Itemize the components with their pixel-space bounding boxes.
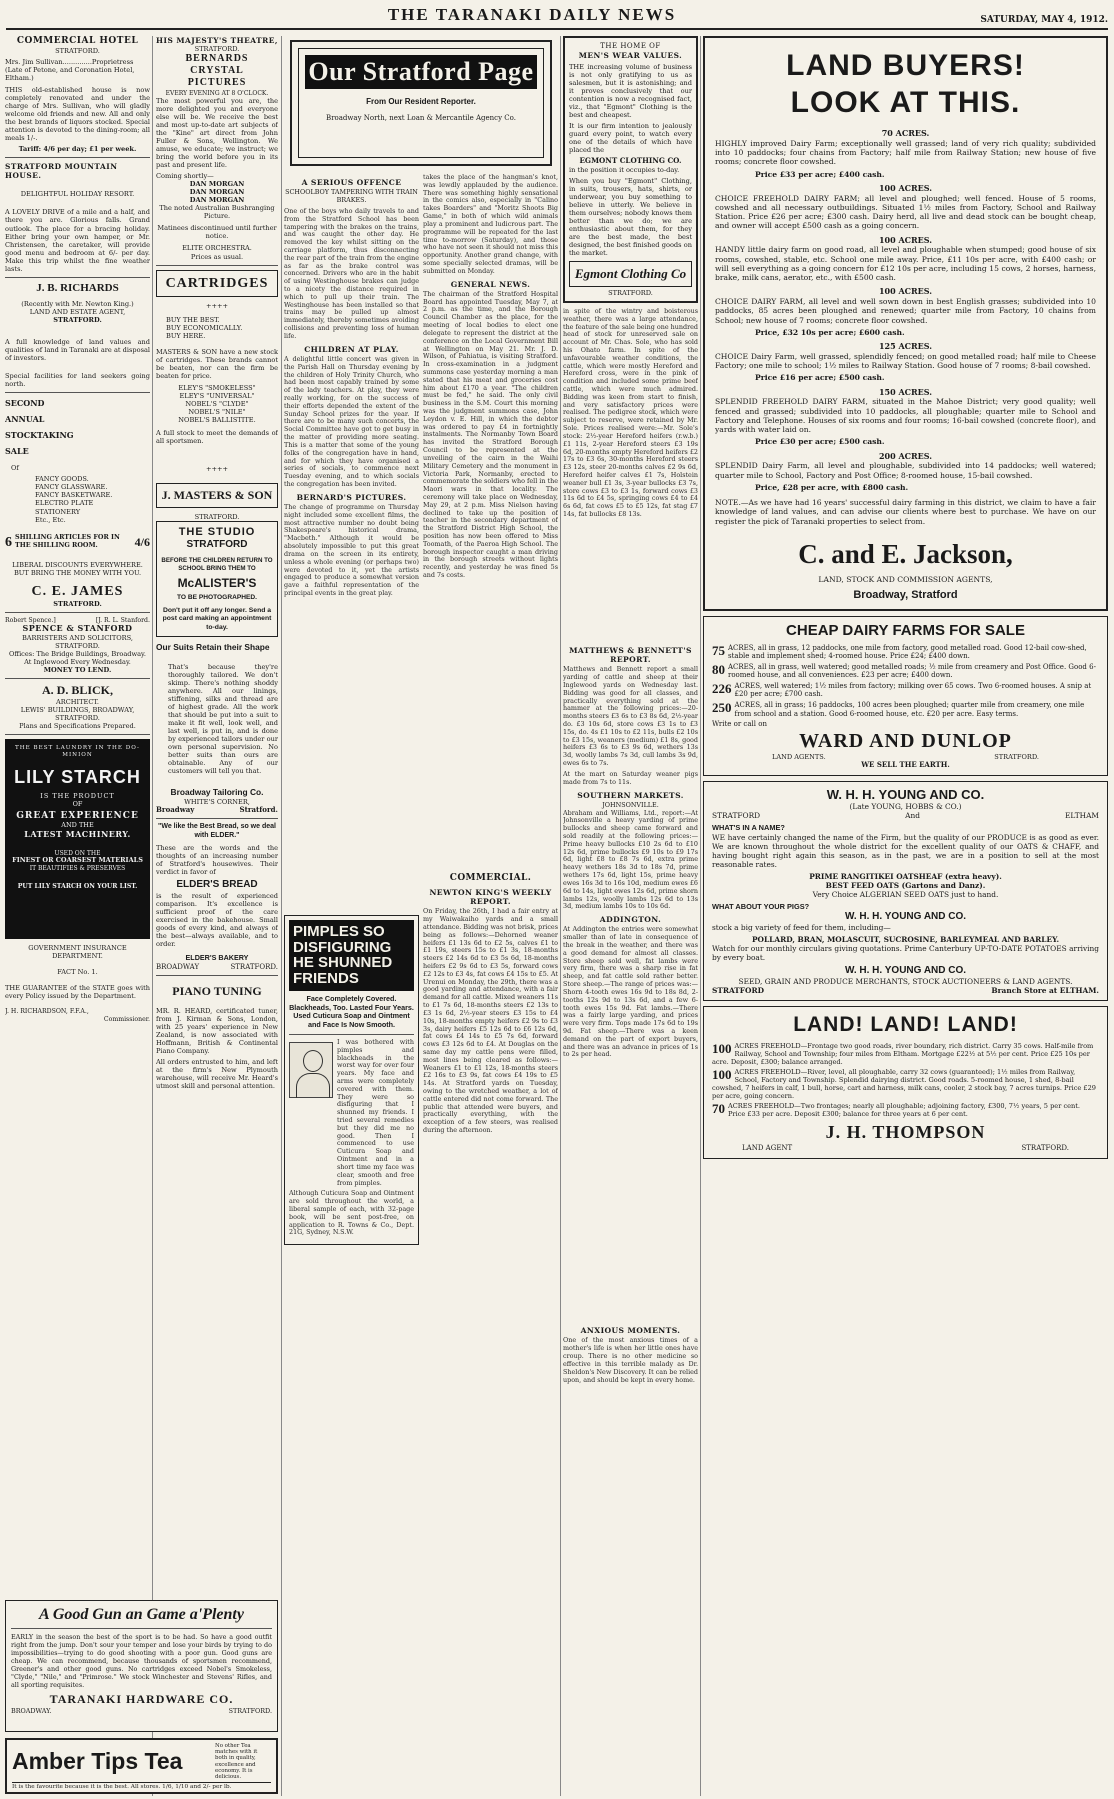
cheap-farm-item	[712, 663, 1099, 680]
lily-line: LATEST MACHINERY.	[24, 829, 131, 840]
bread-quote: "We like the Best Bread, so we deal with ELDER."	[158, 823, 276, 839]
farm-price: Price £30 per acre; £500 cash.	[755, 437, 885, 447]
shilling-number: 6	[5, 534, 12, 550]
land-text: ACRES FREEHOLD—River, level, all ploughable, carry 32 cows (guaranteed); 1½ miles from Railway, School, Factory and Township. Splendid dairying district. Good roads. 5-roomed house, 1 shed, 8-bail cowshed, 7 heifers in calf, 1 bull, horse, cart and harness, milk cans, cooler, 2 stock bay, 7 acres turnips. Price £29 per acre, going concern.	[712, 1068, 1096, 1101]
spence-money: MONEY TO LEND.	[43, 666, 112, 675]
article-body: One of the most anxious times of a mother's life is when her little ones have croup. There is no other medicine so effective in this terrible malady as Dr. Sheldon's New Discovery. It can be relied upon, and should be kept in every home.	[563, 1336, 698, 1384]
spence-place: STRATFORD.	[55, 642, 100, 651]
insurance-fact: FACT No. 1.	[57, 968, 98, 977]
lily-top: THE BEST LAUNDRY IN THE DO-MINION	[15, 745, 140, 758]
farm-listings	[715, 129, 1096, 492]
mountain-house-sub: DELIGHTFUL HOLIDAY RESORT.	[20, 190, 135, 199]
lily-line: FINEST OR COARSEST MATERIALS	[12, 856, 143, 865]
mountain-house-body: A LOVELY DRIVE of a mile and a half, and there you are. Glorious falls. Grand outlook. The place for a bracing holiday. Either bring your own hamper, or Mr. Christensen, the caretaker, will provide good menu and bedroom at 6/- per day. Make this trip whilst the fine weather lasts.	[5, 208, 150, 273]
richards-sub: (Recently with Mr. Newton King.)	[21, 300, 134, 309]
richards-role: LAND AND ESTATE AGENT,	[29, 308, 126, 317]
blick-plans: Plans and Specifications Prepared.	[19, 722, 136, 730]
mens-wear-ad	[563, 36, 698, 303]
sale-of: Of	[11, 464, 19, 473]
his-majestys-theatre-ad	[156, 36, 278, 261]
land-land-title: LAND! LAND! LAND!	[793, 1013, 1018, 1037]
richards-place: STRATFORD.	[53, 316, 102, 325]
article-subheading: JOHNSONVILLE.	[602, 800, 659, 809]
blick-address: LEWIS' BUILDINGS, BROADWAY, STRATFORD.	[20, 705, 135, 722]
tea-footer: It is the favourite because it is the best. All stores. 1/6, 1/10 and 2/- per lb.	[12, 1782, 271, 1790]
young-product: PRIME RANGITIKEI OATSHEAF (extra heavy).	[809, 871, 1002, 881]
piano-body: MR. R. HEARD, certificated tuner, from J. Kirman & Sons, London, with 25 years' experience in New Zealand, is now associated with Hoffmann, British & Continental Piano Company.	[156, 1006, 278, 1055]
farm-description: SPLENDID Dairy Farm, all level and ploughable, subdivided into 14 paddocks; well watered; quarter mile to School, Factory and Post Office; 8-roomed house, 15-bail cowshed.	[715, 461, 1096, 480]
studio-line-3: Don't put it off any longer. Send a post card making an appointment to-day.	[162, 607, 272, 631]
cheap-farm-text: ACRES, all in grass, well watered; good metalled roads; ½ mile from creamery and Post Office. Good 6-roomed house, and all conveniences. £23 per acre; £400 down.	[728, 662, 1096, 680]
article-body: in spite of the wintry and boisterous weather, there was a large attendance, the feature of the sale being one hundred head of stock for unreserved sale on account of Mr. Chas. Sole, who has sold his Ohato farm. In spite of the unfavourable weather conditions, the cattle, which were mostly Hereford and Hereford cross, were in the pink of condition and included some prime beef cattle, which were much admired. Bidding was keen from start to finish, and very satisfactory prices were realised. The pedigree stock, which were subject to reserve, were retained by Mr. Sole. Prices realised were:—Mr. Sole's stock: 2½-year Hereford heifers (r.w.b.) £1 11s, 2-year Hereford steers £3 19s 6d, 20-months empty Hereford heifers £2 17s to £3 6s, 30-months Hereford steers £3 12s, steer 20-months calves £2 9s 6d, Hereford heifer calves £1 7s, Holstein weaner bull £1 3s, 3-year bullocks £3 7s, store cows £3 to £3 1s, forward cows £3 11s 6d to £4 5s, springing cows £4 to £4 6s 6d, fat cows £5 to £5 12s, fat stag £7 14s, fat bullocks £8 13s.	[563, 306, 698, 519]
egmont-logo: Egmont Clothing Co	[569, 261, 692, 287]
theatre-body: The most powerful you are, the more delighted you and everyone else will be. We receive the best and most up-to-date art subjects of the "Kine" art direct from John Fuller & Sons, Wellington. We amuse, we educate; we instruct; we bring the world before you in its past and present life.	[156, 96, 278, 170]
jackson-role: LAND, STOCK AND COMMISSION AGENTS,	[818, 574, 993, 584]
young-left: STRATFORD	[712, 811, 761, 821]
article-body: Abraham and Williams, Ltd., report:—At Johnsonville a heavy yarding of prime bullocks and sheep came forward and sold readily at the following prices:—Prime heavy bullocks £10 2s 6d to £10 12s 6d, prime bullocks £9 10s to £9 17s 6d, light £8 to £8 7s 6d, extra prime heavy wethers 18s 3d to 18s 7d, prime wethers 17s 6d, light 15s, prime heavy ewes 16s 3d to 16s 10d, medium ewes £6 6d to 14s, light ewes 12s 6d, prime shorn lambs 12s, woolly lambs 12s 6d to 13s 3d, medium lambs 10s to 10s 6d.	[563, 808, 698, 911]
article-heading: NEWTON KING'S WEEKLY REPORT.	[429, 887, 552, 907]
bakery-right: STRATFORD.	[230, 962, 278, 971]
column-rule	[560, 36, 561, 1796]
cartridge-brand: NOBEL'S BALLISTITE.	[178, 415, 256, 424]
tailoring-right: Stratford.	[239, 804, 278, 814]
land-text: ACRES FREEHOLD—Two frontages; nearly all ploughable; adjoining factory, £300, 7½ years, 5 per cent. Price £33 per acre. Deposit £300; balance for three years at 6 per cent.	[728, 1102, 1081, 1119]
tea-title: Amber Tips Tea	[12, 1748, 183, 1775]
farm-acres: 100 ACRES.	[878, 286, 933, 297]
cartridges-brands	[156, 384, 278, 424]
insurance-body: THE GUARANTEE of the STATE goes with every Policy issued by the Department.	[5, 984, 150, 1001]
theatre-film-title: DAN MORGAN	[189, 180, 245, 189]
ward-write: Write or call on	[712, 720, 767, 729]
stratford-page-header	[290, 40, 552, 166]
farm-description: CHOICE FREEHOLD DAIRY FARM; all level and ploughed; well fenced. House of 5 rooms, cowshed and all necessary outbuildings. Situated 1½ miles from Factory, School and Railway Station. Price £26 per acre; £300 cash. Dairy herd, all live and dead stock can be bought cheap, and owner will accept £500 cash as a going concern.	[715, 193, 1096, 231]
farm-listing	[715, 236, 1096, 283]
young-name: W. H. H. YOUNG AND CO.	[826, 786, 985, 802]
cartridge-brand: NOBEL'S "NILE"	[188, 407, 246, 416]
hardware-left: BROADWAY.	[11, 1707, 52, 1715]
cartridge-brand: NOBEL'S "CLYDE"	[185, 399, 249, 408]
studio-place: STRATFORD	[186, 539, 248, 551]
gun-ad-body: EARLY in the season the best of the sport is to be had. So have a good outfit right from the jump. Don't sour your temper and lose your birds by trying to do impossibilities—trying to do good shooting with a poor gun. Good guns are cheap. We can recommend, because thousands of sportsmen recommend, Greener's and other good guns. No cartridges exceed Nobel's Smokeless, "Clyde," "Nile," and "Primrose." We stock Winchester and Stevens' Rifles, and all sporting requisites.	[11, 1633, 272, 1689]
cartridges-body: MASTERS & SON have a new stock of cartridges. These brands cannot be beaten, nor can the firm be beaten for price.	[156, 347, 278, 380]
cheap-farm-text: ACRES, all in grass; 16 paddocks, 100 acres been ploughed; quarter mile from creamery, one mile from school and a station. Good 6-roomed house, etc. £20 per acre. Easy terms.	[734, 701, 1085, 718]
commercial-hotel-ad	[5, 36, 150, 153]
gun-ad-title: A Good Gun an Game a'Plenty	[39, 1606, 244, 1623]
suits-ad	[156, 642, 278, 814]
article-body: A delightful little concert was given in the Parish Hall on Thursday evening by the children of Holy Trinity Church, who had been most capably trained by some of the lady teachers. At play, they were really working, for on the success of their efforts depended the extent of the Sunday School prizes for the year. If there are to be many such concerts, the Social Committee have got to get busy in the matter of providing more seating. This is a matter that some of the young folks of the congregation have in hand, and for which they have organised a series of socials, to commence next Tuesday evening, and to which socials the congregation has been invited.	[284, 354, 419, 488]
cartridge-brand: ELEY'S "SMOKELESS"	[178, 383, 256, 392]
theatre-orchestra: ELITE ORCHESTRA.	[182, 244, 252, 253]
shilling-price: 4/6	[134, 534, 150, 549]
farm-listing	[715, 388, 1096, 447]
lily-name: LILY STARCH	[14, 766, 141, 787]
cuticura-sub: Face Completely Covered. Blackheads, Too. Lasted Four Years. Used Cuticura Soap and Ointment and Face Is Now Smooth.	[289, 993, 414, 1030]
cheap-farm-acres-number: 80	[712, 661, 725, 677]
richards-body: A full knowledge of land values and qualities of land in Taranaki are at disposal of investors.	[5, 338, 150, 363]
young-late: (Late YOUNG, HOBBS & CO.)	[849, 802, 962, 812]
spence-partner-left: Robert Spence.]	[5, 616, 56, 624]
farm-price: Price £16 per acre; £500 cash.	[755, 373, 885, 383]
cheap-farm-text: ACRES, well watered; 1½ miles from factory; milking over 65 cows. Two 6-roomed houses. A snip at £20 per acre; £700 cash.	[734, 681, 1092, 699]
insurance-title: GOVERNMENT INSURANCE DEPARTMENT.	[28, 944, 127, 961]
cheap-farm-acres-number: 75	[712, 642, 725, 658]
mens-wear-body: THE increasing volume of business is not only gratifying to us as salesmen, but it is astonishing; and it proves conclusively that our contention is now a recognised fact, viz., that "Egmont" Clothing is the best and cheapest.	[569, 62, 692, 119]
land-buyers-heading: LAND BUYERS!	[786, 49, 1025, 82]
column-4	[563, 36, 698, 1796]
young-name-2: W. H. H. YOUNG AND CO.	[844, 910, 967, 922]
jackson-name: C. and E. Jackson,	[798, 538, 1013, 569]
sale-item: FANCY BASKETWARE.	[35, 491, 113, 500]
studio-line-1: BEFORE THE CHILDREN RETURN TO SCHOOL BRING THEM TO	[161, 557, 273, 572]
mens-wear-body: When you buy "Egmont" Clothing, in suits, trousers, hats, shirts, or underwear, you buy something to believe in utterly. We believe in them ourselves; nobody knows them better than we do; we are enthusiastic about them, for they are the best made, the best designed, the best finished goods on the market.	[569, 176, 692, 257]
shilling-articles	[5, 534, 150, 551]
elders-bread-ad	[156, 823, 278, 971]
farm-price: Price, £32 10s per acre; £600 cash.	[755, 327, 905, 337]
man-portrait-icon	[289, 1042, 333, 1098]
sale-item: FANCY GOODS.	[35, 475, 89, 484]
article-body: At the mart on Saturday weaner pigs made from 7s to 11s.	[563, 769, 698, 786]
sale-item: FANCY GLASSWARE.	[35, 483, 108, 492]
egmont-place: STRATFORD.	[608, 288, 653, 297]
sale-line-3: STOCKTAKING	[5, 429, 74, 440]
bread-name: ELDER'S BREAD	[176, 879, 258, 891]
ward-dunlop-name: WARD AND DUNLOP	[799, 729, 1012, 752]
column-rule	[700, 36, 701, 1796]
hotel-tariff: Tariff: 4/6 per day; £1 per week.	[18, 145, 137, 154]
thompson-left: LAND AGENT	[742, 1144, 793, 1153]
ward-right: STRATFORD.	[994, 753, 1039, 761]
james-place: STRATFORD.	[53, 599, 102, 608]
cuticura-title: PIMPLES SO DISFIGURING HE SHUNNED FRIENDS	[289, 920, 414, 991]
lily-line: USED ON THE	[54, 850, 101, 858]
mens-wear-title-2: MEN'S WEAR VALUES.	[578, 50, 683, 60]
theatre-film-title: DAN MORGAN	[189, 196, 245, 205]
blick-ad	[5, 683, 150, 730]
ward-left: LAND AGENTS.	[772, 753, 826, 761]
cheap-farm-item	[712, 644, 1099, 661]
cartridges-body-2: A full stock to meet the demands of all sportsmen.	[156, 429, 278, 446]
farm-listing	[715, 342, 1096, 383]
suits-title: Our Suits Retain their Shape	[156, 641, 270, 652]
farm-acres: 200 ACRES.	[878, 450, 933, 461]
article-heading: MATTHEWS & BENNETT'S REPORT.	[569, 645, 692, 665]
sale-line-4: SALE	[5, 445, 29, 456]
land-acres-number: 100	[712, 1040, 732, 1056]
column-rule	[152, 36, 153, 1796]
farm-description: CHOICE DAIRY FARM, all level and well sown down in best English grasses; subdivided into 10 paddocks, 85 acres been ploughed and renewed; quarter mile from Factory, 10 chains from School; new house of 7 rooms; concrete floor cowshed.	[715, 297, 1096, 325]
government-insurance-ad	[5, 944, 150, 1023]
farm-listing	[715, 287, 1096, 337]
young-foot-left: STRATFORD	[712, 986, 765, 996]
sale-line-1: SECOND	[5, 398, 45, 409]
land-text: ACRES FREEHOLD—Frontage two good roads, river boundary, rich district. Carry 35 cows. Half-mile from Railway, School and Township; four miles from Eltham. Mortgage £22½ at 5½ per cent. Price £25 10s per acre. Deposit, £300; balance arranged.	[712, 1041, 1094, 1066]
young-name-3: W. H. H. YOUNG AND CO.	[844, 965, 967, 977]
tailoring-left: Broadway	[156, 804, 195, 814]
theatre-heading: CRYSTAL	[190, 65, 244, 77]
article-subheading: SCHOOLBOY TAMPERING WITH TRAIN BRAKES.	[285, 188, 418, 205]
blick-role: ARCHITECT.	[56, 697, 99, 706]
column-3b	[423, 174, 558, 1794]
piano-title: PIANO TUNING	[172, 984, 262, 999]
cartridges-line: BUY THE BEST.	[166, 315, 220, 324]
lily-line: IS THE PRODUCT	[40, 791, 115, 800]
article-body: The change of programme on Thursday night included some excellent films, the most attractive number no doubt being Shakespeare's historical drama, "Macbeth." Although it would be absolutely impossible to put this great drama on the screen in its entirety, unless a whole evening (or perhaps two) were devoted to it, yet the artists engaged to produce a somewhat version gave a faithful representation of the principal events in the great play.	[284, 503, 419, 597]
article-heading: ADDINGTON.	[599, 915, 662, 925]
cheap-farm-item	[712, 682, 1099, 699]
shilling-text: SHILLING ARTICLES FOR IN THE SHILLING ROOM.	[15, 533, 120, 550]
studio-ad	[156, 521, 278, 637]
ward-dunlop-ad	[703, 616, 1108, 776]
farm-price: Price £33 per acre; £400 cash.	[755, 169, 885, 179]
sale-item: Etc., Etc.	[35, 515, 66, 524]
cuticura-ad	[284, 915, 419, 1245]
theatre-place: STRATFORD.	[194, 45, 240, 54]
piano-body-2: All orders entrusted to him, and left at the firm's New Plymouth warehouse, will receive Mr. Heard's utmost skill and personal attention.	[156, 1057, 278, 1090]
article-heading: CHILDREN AT PLAY.	[304, 344, 399, 354]
hotel-name: COMMERCIAL HOTEL	[16, 36, 139, 46]
young-product: Very Choice ALGERIAN SEED OATS just to hand.	[812, 889, 999, 899]
cartridges-ad	[156, 270, 278, 521]
farm-acres: 100 ACRES.	[878, 182, 933, 193]
young-right: ELTHAM	[1065, 811, 1099, 821]
young-question-2: WHAT ABOUT YOUR PIGS?	[712, 901, 810, 911]
spence-role: BARRISTERS AND SOLICITORS,	[21, 634, 134, 643]
article-body: At Addington the entries were somewhat smaller than of late in consequence of the break in the weather, and there was a good demand for almost all classes. Store sheep sold well, fat lambs were very firm, there was a sharp rise in fat sheep, and fat cattle sold rather better. Store sheep.—The range of prices was:—Shorn 4-tooth ewes 16s 9d to 18s 8d, 2-tooths 12s 9d to 13s 6d, and a few 6-tooth ewes 15s 9d. Fat lambs.—There was a fairly large yarding, and prices were very firm. Tops made 17s 6d to 19s 9d. Fat sheep.—There was a keen demand on the part of export buyers, and there was an advance in prices of 1s to 2s per head.	[563, 925, 698, 1059]
richards-body-2: Special facilities for land seekers going north.	[5, 372, 150, 389]
land-acres-number: 100	[712, 1067, 732, 1083]
mens-wear-body: It is our firm intention to jealously guard every point, to watch every one of the details of which have placed the	[569, 121, 692, 154]
stocktaking-sale-ad	[5, 399, 150, 607]
masthead	[6, 4, 1108, 30]
young-role: SEED, GRAIN AND PRODUCE MERCHANTS, STOCK AUCTIONEERS & LAND AGENTS.	[738, 977, 1073, 987]
liberal-discounts: LIBERAL DISCOUNTS EVERYWHERE. BUT BRING THE MONEY WITH YOU.	[12, 560, 143, 577]
farm-listing	[715, 452, 1096, 493]
column-rule	[281, 36, 282, 1796]
spence-stanford-ad	[5, 617, 150, 674]
column-3	[284, 174, 419, 1794]
land-item	[712, 1102, 1099, 1118]
young-body: Watch for our monthly circulars giving quotations. Prime Canterbury UP-TO-DATE POTATOES arriving by every boat.	[712, 944, 1099, 963]
farm-description: HIGHLY improved Dairy Farm; exceptionally well grassed; land of very rich quality; subdivided into 10 paddocks; four chains from Factory; half mile from Railway Station; new house of five rooms; concrete floor cowshed.	[715, 138, 1096, 167]
thompson-right: STRATFORD.	[1021, 1144, 1069, 1153]
sale-item: STATIONERY	[35, 507, 81, 516]
mountain-house-name: STRATFORD MOUNTAIN HOUSE.	[5, 162, 118, 181]
mens-wear-body: in the position it occupies to-day.	[569, 165, 680, 174]
taranaki-hardware-ad	[5, 1600, 278, 1732]
farm-acres: 100 ACRES.	[878, 234, 933, 245]
lily-line: IT BEAUTIFIES & PRESERVES	[29, 865, 126, 873]
column-2	[156, 36, 278, 1796]
farm-acres: 150 ACRES.	[878, 386, 933, 397]
hotel-body: THIS old-established house is now completely renovated and under the charge of Mrs. Sullivan, who will gladly welcome old friends and new. All and only the best brands of liquors stocked. Special attention is devoted to the dining-room; all meals 1/-.	[5, 86, 150, 143]
theatre-film-title: DAN MORGAN	[189, 188, 245, 197]
theatre-time: EVERY EVENING AT 8 O'CLOCK.	[165, 89, 269, 97]
land-acres-number: 70	[712, 1101, 725, 1117]
farm-acres: 70 ACRES.	[881, 128, 930, 139]
article-heading: SOUTHERN MARKETS.	[577, 790, 684, 800]
column-5	[703, 36, 1108, 1796]
james-name: C. E. JAMES	[31, 583, 124, 599]
studio-line-2: TO BE PHOTOGRAPHED.	[177, 594, 257, 602]
ward-tagline: WE SELL THE EARTH.	[861, 760, 950, 770]
cheap-farm-item	[712, 701, 1099, 718]
article-heading: A SERIOUS OFFENCE	[301, 178, 402, 187]
hotel-previous: (Late of Petone, and Coronation Hotel, Eltham.)	[5, 66, 135, 83]
stratford-page-title: Our Stratford Page	[305, 55, 537, 89]
cartridges-title: CARTRIDGES	[156, 270, 278, 297]
article-heading: ANXIOUS MOMENTS.	[580, 1326, 681, 1336]
farm-price: Price, £28 per acre, with £800 cash.	[755, 482, 909, 492]
jackson-place: Broadway, Stratford	[853, 589, 958, 602]
egmont-name: EGMONT CLOTHING CO.	[579, 155, 682, 165]
thompson-land-ad	[703, 1006, 1108, 1158]
piano-tuning-ad	[156, 984, 278, 1090]
article-body: One of the boys who daily travels to and from the Stratford School has been tampering with the brakes on the trains, and was caught the other day. He removed the key whilst sitting on the carriage platform, thus disconnecting the rear part of the train from the engine as far as the brake control was concerned. Drivers who are in the habit of using Westinghouse brakes can judge to a nicety the distance required in which to pull up their train. The Westinghouse has been installed so that trains may be pulled up almost immediately, thereby sometimes avoiding collisions and preventing loss of human life.	[284, 206, 419, 340]
lily-line: PUT LILY STARCH ON YOUR LIST.	[17, 882, 138, 890]
article-body: Matthews and Bennett report a small yarding of cattle and sheep at their Inglewood yards on Wednesday last. Bidding was good for all classes, and practically everything sold at the hammer at the following prices:—20-months steers £3 6s to £3 8s 6d, 2½-year do. £3 10s 6d, store cows £3 1s to £3 15s, do. 4s £1 10s to £2 11s, bulls £2 10s to £3 15s, weaners (medium) £1 8s, good heifers £3 6s to £3 9s 6d, wethers 13s 3d, woolly lambs 7s 3d, cull lambs 3s 9d, ewes 6s to 7s.	[563, 665, 698, 768]
blick-name: A. D. BLICK,	[41, 683, 113, 698]
theatre-name: HIS MAJESTY'S THEATRE,	[156, 36, 278, 45]
farm-description: SPLENDID FREEHOLD DAIRY FARM, situated in the Mahoe District; very good quality; well fenced and grassed; subdivided into 10 paddocks, all ploughable; quarter mile to School and Factory and Telephone. Houses of six rooms and four rooms; 16-bail cowshed (concrete floor), and yards with water laid on.	[715, 397, 1096, 435]
issue-date: SATURDAY, MAY 4, 1912.	[980, 15, 1108, 25]
land-item	[712, 1068, 1099, 1100]
young-co-ad	[703, 781, 1108, 1002]
farm-listing	[715, 129, 1096, 179]
theatre-coming: Coming shortly—	[156, 172, 214, 181]
land-listings	[712, 1042, 1099, 1118]
article-heading: BERNARD'S PICTURES.	[296, 492, 407, 502]
tailoring-corner: WHITE'S CORNER,	[184, 797, 250, 806]
cuticura-body: I was bothered with pimples and blackheads in the worst way for over four years. My face and arms were completely covered with them. They were so disfiguring that I shunned my friends. I tried several remedies but they did me no good. Then I commenced to use Cuticura Soap and Ointment and in a short time my face was clear, smooth and free from pimples.	[337, 1037, 414, 1187]
cheap-farm-acres-number: 226	[712, 680, 732, 696]
theatre-heading: BERNARDS	[185, 53, 249, 65]
newspaper-title: THE TARANAKI DAILY NEWS	[387, 5, 677, 24]
young-question-1: WHAT'S IN A NAME?	[712, 823, 785, 833]
bread-body: These are the words and the thoughts of an increasing number of Stratford's housewives. Their verdict in favor of	[156, 844, 278, 877]
suits-body: That's because they're thoroughly tailored. We don't skimp. There's nothing shoddy anywhere. All our linings, stiffening, silks and thread are of highest grade. All the work that should be put into a suit to make it fit well, look well, and last well, is put in, and is done by experienced tailors under our own personal supervision. No better suits than ours are obtainable. Any of our customers will tell you that.	[168, 662, 278, 776]
young-body: stock a big variety of feed for them, including—	[712, 922, 891, 932]
article-heading: GENERAL NEWS.	[450, 279, 531, 289]
spence-name: SPENCE & STANFORD	[22, 623, 133, 634]
masters-place: STRATFORD.	[194, 512, 240, 521]
land-item	[712, 1042, 1099, 1066]
look-at-this-heading: LOOK AT THIS.	[790, 85, 1021, 119]
lily-line: AND THE	[61, 821, 94, 830]
thompson-name: J. H. THOMPSON	[825, 1122, 986, 1143]
young-foot-right: Branch Store at ELTHAM.	[991, 986, 1099, 996]
theatre-heading: PICTURES	[187, 77, 247, 89]
farm-description: CHOICE Dairy Farm, well grassed, splendidly fenced; on good metalled road; half mile to Cheese Factory; one mile to school; 1½ miles to Railway Station. Good house of 7 rooms; 8-bail cowshed.	[715, 351, 1096, 371]
hardware-right: STRATFORD.	[228, 1707, 272, 1715]
insurance-signature-role: Commissioner.	[103, 1015, 150, 1023]
stratford-page-address: Broadway North, next Loan & Mercantile Agency Co.	[326, 114, 516, 122]
sale-line-2: ANNUAL	[5, 414, 45, 425]
cheap-farm-listings	[712, 644, 1099, 718]
mens-wear-title-1: THE HOME OF	[600, 42, 661, 50]
masters-name: J. MASTERS & SON	[156, 483, 278, 508]
cheap-farms-title: CHEAP DAIRY FARMS FOR SALE	[786, 621, 1025, 639]
young-body: WE have certainly changed the name of the Firm, but the quality of our PRODUCE is as good as ever. We are known throughout the whole district for the excellent quality of our OATS & CHAFF, and having bought right again this season, as in the past, we are in a position to sell at the most reasonable rates.	[712, 832, 1099, 869]
farm-listing	[715, 184, 1096, 231]
spence-office: Offices: The Bridge Buildings, Broadway.	[8, 650, 146, 659]
cartridges-ornament: ++++	[205, 301, 229, 310]
stratford-page-sub: From Our Resident Reporter.	[366, 97, 476, 106]
column-1	[5, 36, 150, 1796]
article-body: The chairman of the Stratford Hospital Board has appointed Tuesday, May 7, at 2 p.m. as the time, and the Borough Council Chamber as the place, for the meeting of local bodies to elect one delegate to represent the district at the conference on the Local Government Bill at Wellington on May 21. Mr. J. D. Wilson, of Pahiatua, is visiting Stratford. In cross-examination in a judgment summons case yesterday morning a man stated that his meat and groceries cost him about £170 a year. "The children must be fed," he said. The only civil business in the S.M. Court this morning was the judgment summons case, John Leydon v. E. Hill, in which the debtor was ordered to pay £4 in fortnightly instalments. The Normanby Town Board has invited the Stratford Borough Council to be represented at the unveiling of the cairn in the Waihi Military Cemetery and the monument in Victoria Park, Normanby, erected to commemorate the soldiers who fell in the Maori wars in that locality. The ceremony will take place on Wednesday, May 29, at 2 p.m. Miss Nielson having declined to take up the position of teacher in the secondary department of the Stratford District High School, the position has now been offered to Miss Toomath, of the Paeroa High School. The borough inspector caught a man driving in the borough streets without lights recently, and yesterday he was fined 5s and 7s costs.	[423, 289, 558, 580]
cartridge-brand: ELEY'S "UNIVERSAL"	[179, 391, 255, 400]
cuticura-footer: Although Cuticura Soap and Ointment are sold throughout the world, a liberal sample of each, with 32-page book, will be sent post-free, on application to R. Towns & Co., Dept. 21G, Sydney, N.S.W.	[289, 1189, 414, 1237]
spence-inglewood: At Inglewood Every Wednesday.	[24, 658, 131, 667]
hardware-name: TARANAKI HARDWARE CO.	[49, 1692, 234, 1706]
section-heading-commercial: COMMERCIAL.	[449, 872, 532, 883]
young-product: BEST FEED OATS (Gartons and Danz).	[825, 880, 986, 890]
cartridges-ornament: ++++	[205, 465, 229, 474]
theatre-matinees: Matinees discontinued until further notice.	[157, 224, 277, 241]
lily-line: GREAT EXPERIENCE	[16, 811, 139, 822]
jackson-note: NOTE.—As we have had 16 years' successful dairy farming in this district, we claim to have a fair knowledge of land values, and can advise our clients where best to purchase. We have on our register the pick of Taranaki properties to select from.	[715, 498, 1096, 526]
theatre-noted: The noted Australian Bushranging Picture.	[159, 204, 275, 221]
farm-description: HANDY little dairy farm on good road, all level and ploughable when stumped; good house of six rooms, cowshed, stable, etc. School one mile away. Price, £11 10s per acre, with £400 cash; or will sell everything as a going concern for £12 10s per acre, including 15 cows, 2 horses, harness, brake, milk cans, aerator, etc., with £500 cash.	[715, 245, 1096, 283]
sale-item: ELECTRO PLATE	[35, 499, 94, 508]
insurance-signature: J. H. RICHARDSON, F.F.A.,	[5, 1008, 89, 1016]
bakery-left: BROADWAY	[156, 962, 200, 971]
young-product: POLLARD, BRAN, MOLASCUIT, SUCROSINE, BARLEYMEAL AND BARLEY.	[751, 934, 1060, 944]
article-body: On Friday, the 26th, I had a fair entry at my Waiwakaiho yards and a small attendance. Bidding was not brisk, prices being as follows:—Dehorned weaner heifers £1 13s 6d to £2 5s, calves £1 to £1 19s, steers 15s to £1 3s, 18-months steers £2 14s 6d to £3 5s 6d, 18-months heifers £2 9s 6d to £3 5s, forward cows £2 12s to £3 4s, fat cows £4 15s to £5. At Urenui on Monday, the 29th, there was a good yarding and attendance, with a fair demand for all cattle. Mixed weaners 11s to £1 7s 6d, 18-months steers £2 13s to £3 1s 6d, 2½-year steers £3 15s to £4 10s, 18-months empty heifers £2 9s to £3 3s, dairy heifers £5 12s 6d to £6 12s 6d, fat cows £4 14s to £5 7s 6d, forward cows £3 12s 6d to £4. At Douglas on the same day my cattle pens were filled, most lines being cleared as follows:—Weaners £1 to £1 12s, 18-months steers £2 16s to £3 9s, fat cows £4 19s to £5 14s. At Stratford yards on Tuesday, owing to the wretched weather, a lot of cattle entered did not come forward. The public that attended were buyers, and practically everything, with the exception of a few steers, was realised during the afternoon.	[423, 907, 558, 1135]
cheap-farm-acres-number: 250	[712, 700, 732, 716]
sale-items	[35, 475, 150, 523]
hotel-place: STRATFORD.	[55, 46, 100, 55]
bakery-name: ELDER'S BAKERY	[185, 952, 249, 962]
cartridges-line: BUY ECONOMICALLY.	[166, 323, 243, 332]
studio-name: McALISTER'S	[177, 576, 257, 591]
cartridges-line: BUY HERE.	[166, 331, 206, 340]
farm-acres: 125 ACRES.	[878, 341, 933, 352]
tailoring-name: Broadway Tailoring Co.	[170, 787, 264, 798]
cheap-farm-text: ACRES, all in grass, 12 paddocks, one mile from factory, good metalled road. Good 12-bail cow-shed, stable and implement shed; 4-roomed house. Price £24; £400 down.	[728, 643, 1087, 661]
bread-body-2: is the result of experienced comparison. It's excellence is sufficient proof of the care exercised in the bakehouse. Small goods of every kind, and always of the best—always available, and to order.	[156, 891, 278, 948]
hotel-proprietor: Mrs. Jim Sullivan..............Proprietress	[5, 58, 134, 66]
young-mid: And	[905, 811, 920, 821]
lily-starch-ad	[5, 739, 150, 939]
amber-tips-tea-ad	[5, 1738, 278, 1794]
lily-line: OF	[72, 799, 83, 808]
mountain-house-ad	[5, 162, 150, 272]
jackson-land-ad	[703, 36, 1108, 611]
spence-partner-right: [J. R. L. Stanford.	[95, 616, 150, 624]
studio-title: THE STUDIO	[178, 525, 256, 538]
article-body: takes the place of the hangman's knot, was lewdly applauded by the audience. There was something highly sensational in the comics also, especially in "Calino takes Boarders" and "Moritz Shoots Big Game," in both of which wild animals play a prominent and ludicrous part. The programme will be repeated for the last time to-morrow (Saturday), and those who have not seen it should not miss this opportunity. Another grand change, with some specially selected dramas, will be submitted on Monday.	[423, 174, 558, 275]
richards-ad	[5, 282, 150, 389]
theatre-prices: Prices as usual.	[190, 252, 244, 261]
richards-name: J. B. RICHARDS	[36, 281, 119, 294]
tea-side: No other Tea matches with it both in quality, excellence and economy. It is delicious.	[215, 1743, 258, 1781]
